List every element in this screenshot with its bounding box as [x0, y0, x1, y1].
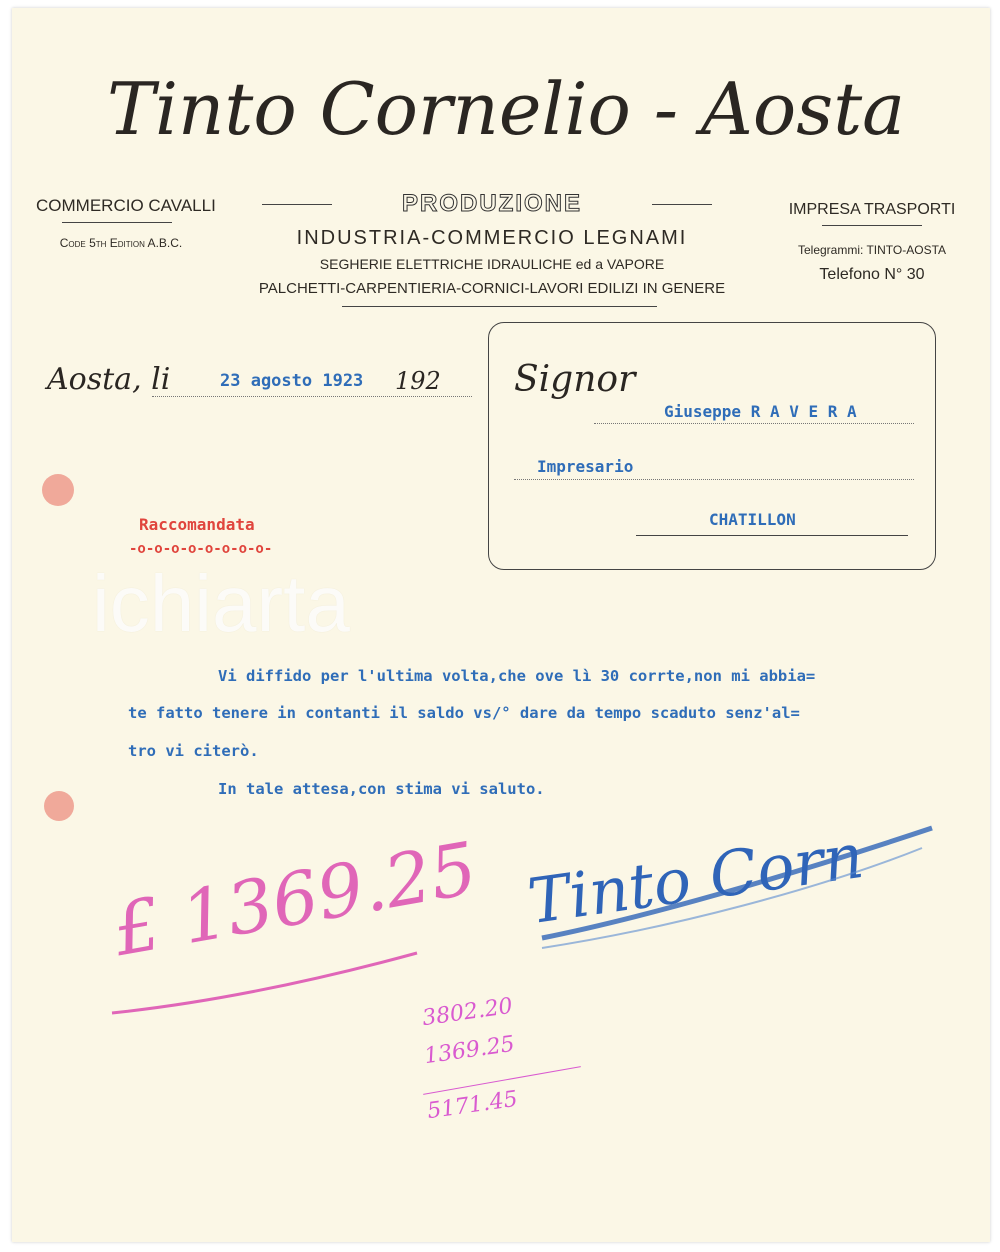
pencil-sum-1: 3802.20	[420, 993, 515, 1032]
date-printed-year: 192	[395, 367, 441, 395]
punch-hole-mark	[42, 474, 74, 506]
left-title: COMMERCIO CAVALLI	[36, 196, 216, 215]
registered-underline: -o-o-o-o-o-o-o-o-	[129, 541, 273, 557]
center-line-3: PALCHETTI-CARPENTIERIA-CORNICI-LAVORI EDILIZI IN GENERE	[258, 280, 726, 297]
address-box	[488, 322, 936, 570]
address-name: Giuseppe R A V E R A	[664, 402, 857, 421]
body-line-1: Vi diffido per l'ultima volta,che ove lì 30 corrte,non mi abbia=	[218, 667, 816, 685]
pencil-total: 5171.45	[425, 1086, 520, 1125]
signature: Tinto Corn	[522, 808, 942, 978]
punch-hole-mark	[44, 791, 74, 821]
date-typed: 23 agosto 1923	[220, 371, 364, 391]
right-phone: Telefono N° 30	[819, 266, 925, 283]
arrow-left-decoration	[262, 204, 332, 205]
address-salutation: Signor	[514, 359, 636, 400]
pencil-underline	[107, 943, 427, 1023]
left-code: Code 5th Edition A.B.C.	[59, 236, 183, 250]
address-city: CHATILLON	[709, 510, 796, 529]
address-line	[594, 423, 914, 424]
center-line-1: INDUSTRIA-COMMERCIO LEGNAMI	[296, 227, 688, 249]
address-line	[514, 479, 914, 480]
registered-label: Raccomandata	[139, 515, 255, 534]
right-title: IMPRESA TRASPORTI	[788, 201, 956, 218]
company-name: Tinto Cornelio - Aosta	[107, 67, 906, 151]
watermark: ichiarta	[92, 559, 350, 648]
pencil-amount: £ 1369.25	[107, 825, 483, 973]
address-title: Impresario	[537, 457, 634, 476]
center-line-2: SEGHERIE ELETTRICHE IDRAULICHE ed a VAPORE	[319, 256, 665, 272]
letter-sheet	[12, 8, 990, 1242]
body-line-4: In tale attesa,con stima vi saluto.	[218, 780, 545, 798]
right-telegram: Telegrammi: TINTO-AOSTA	[797, 243, 947, 257]
date-place: Aosta, li	[47, 362, 171, 397]
center-title: PRODUZIONE	[401, 190, 582, 217]
pencil-sum-2: 1369.25	[422, 1031, 517, 1070]
body-line-3: tro vi citerò.	[128, 742, 259, 760]
arrow-right-decoration	[652, 204, 712, 205]
divider	[342, 306, 657, 307]
divider	[62, 222, 172, 223]
signature-flourish	[522, 808, 942, 978]
date-line	[152, 396, 472, 397]
address-underline	[636, 535, 908, 536]
body-line-2: te fatto tenere in contanti il saldo vs/° dare da tempo scaduto senz'al=	[128, 704, 800, 722]
divider	[822, 225, 922, 226]
